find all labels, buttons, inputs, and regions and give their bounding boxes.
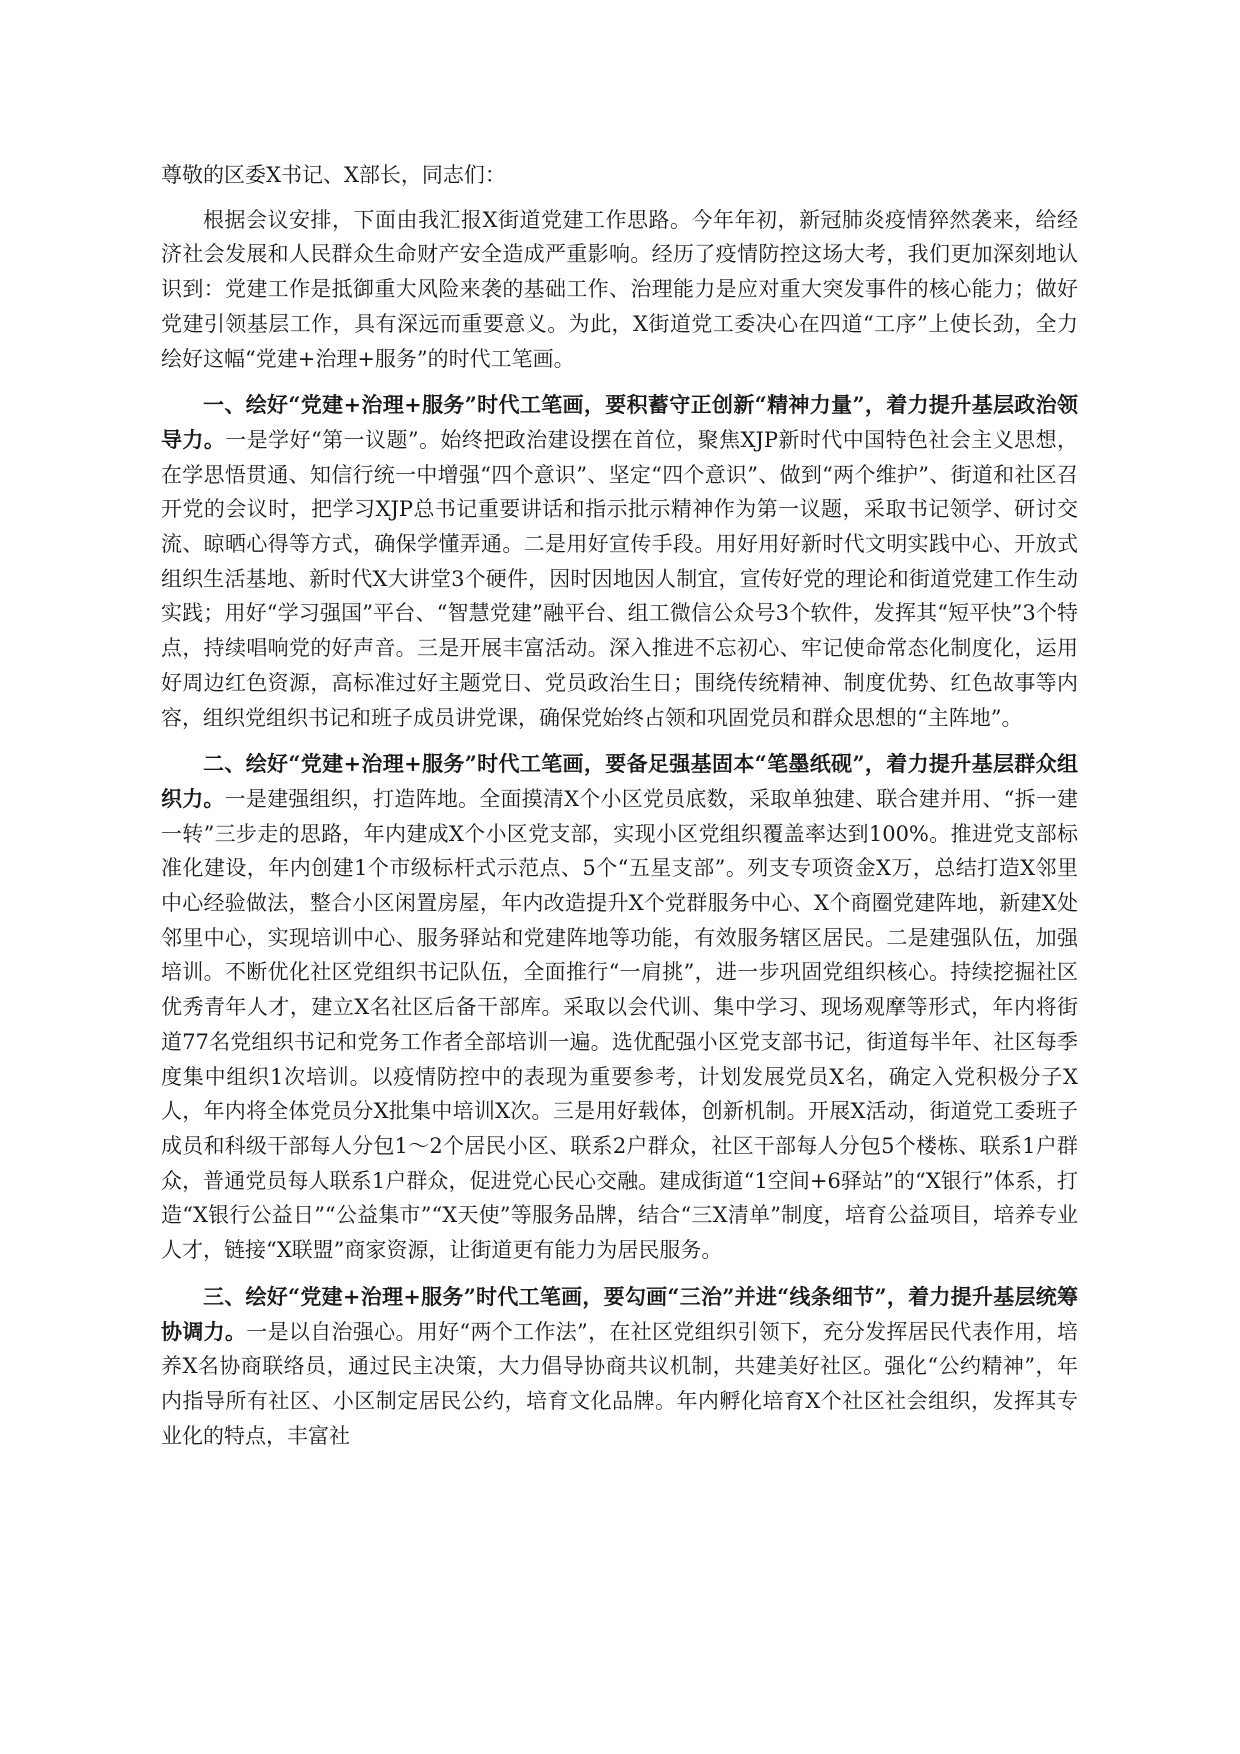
greeting: 尊敬的区委X书记、X部长，同志们： (161, 163, 506, 187)
intro-paragraph: 根据会议安排，下面由我汇报X街道党建工作思路。今年年初，新冠肺炎疫情猝然袭来，给经济社会发展和人民群众生命财产安全造成严重影响。经历了疫情防控这场大考，我们更加深刻地认识到：党建工作是抵御重大风险来袭的基础工作、治理能力是应对重大突发事件的核心能力；做好党建引领基层工作，具有深远而重要意义。为此，X街道党工委决心在四道“工序”上使长劲，全力绘好这幅“党建+治理+服务”的时代工笔画。 (161, 207, 1078, 371)
section-1-body: 一是学好“第一议题”。始终把政治建设摆在首位，聚焦XJP新时代中国特色社会主义思想，在学思悟贯通、知信行统一中增强“四个意识”、坚定“四个意识”、做到“两个维护”、街道和社区召开党的会议时，把学习XJP总书记重要讲话和指示批示精神作为第一议题，采取书记领学、研讨交流、晾晒心得等方式，确保学懂弄通。二是用好宣传手段。用好用好新时代文明实践中心、开放式组织生活基地、新时代X大讲堂3个硬件，因时因地因人制宜，宣传好党的理论和街道党建工作生动实践；用好“学习强国”平台、“智慧党建”融平台、组工微信公众号3个软件，发挥其“短平快”3个特点，持续唱响党的好声音。三是开展丰富活动。深入推进不忘初心、牢记使命常态化制度化，运用好周边红色资源，高标准过好主题党日、党员政治生日；围绕传统精神、制度优势、红色故事等内容，组织党组织书记和班子成员讲党课，确保党始终占领和巩固党员和群众思想的“主阵地”。 (161, 427, 1079, 730)
section-1-heading: 一、绘好“党建+治理+服务”时代工笔画，要积蓄守正创新“精神力量”，着力提升基层政治领导力。 (161, 392, 1078, 452)
section-3-heading: 三、绘好“党建+治理+服务”时代工笔画，要勾画“三治”并进“线条细节”，着力提升基层统筹协调力。 (161, 1283, 1078, 1344)
section-2-body: 一是建强组织，打造阵地。全面摸清X个小区党员底数，采取单独建、联合建并用、“拆一建一转”三步走的思路，年内建成X个小区党支部，实现小区党组织覆盖率达到100%。推进党支部标准化建设，年内创建1个市级标杆式示范点、5个“五星支部”。列支专项资金X万，总结打造X邻里中心经验做法，整合小区闲置房屋，年内改造提升X个党群服务中心、X个商圈党建阵地，新建X处邻里中心，实现培训中心、服务驿站和党建阵地等功能，有效服务辖区居民。二是建强队伍，加强培训。不断优化社区党组织书记队伍，全面推行“一肩挑”，进一步巩固党组织核心。持续挖掘社区优秀青年人才，建立X名社区后备干部库。采取以会代训、集中学习、现场观摩等形式，年内将街道77名党组织书记和党务工作者全部培训一遍。选优配强小区党支部书记，街道每半年、社区每季度集中组织1次培训。以疫情防控中的表现为重要参考，计划发展党员X名，确定入党积极分子X人，年内将全体党员分X批集中培训X次。三是用好载体，创新机制。开展X活动，街道党工委班子成员和科级干部每人分包1～2个居民小区、联系2户群众，社区干部每人分包5个楼栋、联系1户群众，普通党员每人联系1户群众，促进党心民心交融。建成街道“1空间+6驿站”的“X银行”体系，打造“X银行公益日”“公益集市”“X天使”等服务品牌，结合“三X清单”制度，培育公益项目，培养专业人才，链接“X联盟”商家资源，让街道更有能力为居民服务。 (161, 786, 1079, 1263)
section-2-heading: 二、绘好“党建+治理+服务”时代工笔画，要备足强基固本“笔墨纸砚”，着力提升基层群众组织力。 (161, 751, 1078, 811)
section-2-paragraph (161, 747, 1078, 1268)
section-1-paragraph (161, 388, 1078, 735)
section-3-paragraph (161, 1280, 1078, 1454)
section-3-body: 一是以自治强心。用好“两个工作法”，在社区党组织引领下，充分发挥居民代表作用，培养X名协商联络员，通过民主决策，大力倡导协商共议机制，共建美好社区。强化“公约精神”，年内指导所有社区、小区制定居民公约，培育文化品牌。年内孵化培育X个社区社会组织，发挥其专业化的特点，丰富社 (161, 1319, 1079, 1448)
document-body (161, 158, 1078, 1465)
